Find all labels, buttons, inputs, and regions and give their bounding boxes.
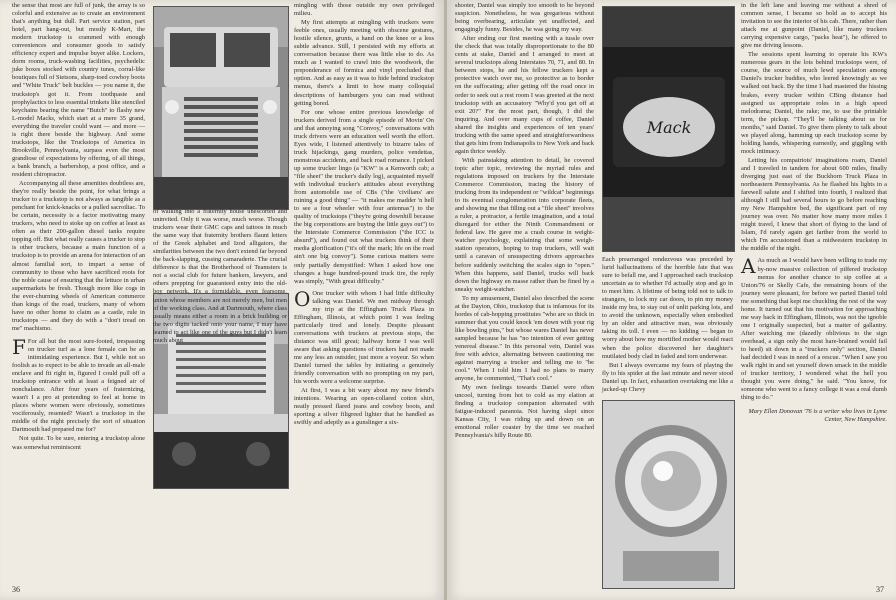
- mack-emblem-illustration: [603, 7, 734, 251]
- paragraph: mingling with those outside my own privileged milieu.: [294, 2, 434, 18]
- left-col-3: [294, 2, 434, 584]
- paragraph: Each prearranged rendezvous was preceded by lurid hallucinations of the horrible fate that was sure to befall me, and I approached each truckstop uncertain as to whether I'd actually stop and go in to meet him. A lifetime of being told not to talk to strangers, to lock my car doors, to pin my money inside my bra, to stay out of unlit parking lots, and to avoid the unknown, especially when embodied by an older and attractive man, was obviously taking its toll. I even — no kidding — began to worry about how my mortified mother would react when the police discovered her daughter's mutilated body clad in faded and torn underwear.: [602, 256, 733, 360]
- paragraph: Not quite. To be sure, entering a truckstop alone was somewhat reminiscent: [12, 435, 145, 451]
- paragraph: The sessions spent learning to operate his KW's numerous gears in the lots behind truckstops were, of course, the source of much lewd speculation among Daniel's trucker buddies, who leered knowingly as we walked out back. By the time I had mastered the hissing brakes, every trucker within CBing distance had assigned us appropriate roles in a high speed melodrama; Daniel, the rake; me, to use the printable term, the pickup. "They'll be talking about us for months," said Daniel. To give them plenty to talk about we played along, hamming up each truckstop scene by holding hands, whispering earnestly, and giggling with mock intimacy.: [741, 51, 887, 155]
- paragraph: With painstaking attention to detail, he covered topic after topic, reviewing the myriad rules and regulations imposed on truckers by the Interstate Commerce Commission, tracing the history of trucking from its independent or "wildcat" beginnings to its eventual conglomeration into corporate fleets, and showing me that filling out a "file sheet" involves a ruler, a protractor, a fertile imagination, and a total disregard for either the Ninth Commandment or federal law. He gave me a crash course in weight-watcher psychology, explaining that some weigh-station operators, hoping to trap truckers, will wait until a caravan of unsuspecting drivers approaches before suddenly switching the scales sign to "open." When this happens, said Daniel, trucks will back down the highway en masse rather than be fined by a sneaky weight-watcher.: [455, 156, 594, 293]
- truck-front-illustration: [154, 7, 288, 209]
- paragraph: in the left lane and leaving me without a shred of common sense, I became so bold as to accept his invitation to see the interior of his cab. There, rather than attack me at gunpoint (Daniel, like many truckers carrying expensive cargo, "packs heat"), he offered to give me driving lessons.: [741, 2, 887, 50]
- hubcap-illustration: [603, 401, 734, 588]
- paragraph: the sense that most are full of junk, the array is so colorful and extensive as to create an environment that's anything but dull. Part service station, part hotel, part hang-out, but mostly K-Mart, the modern truckstop is crammed with enough conveniences and consumer goods to satisfy efficiency expert and impulse buyer alike. Lockers, dorm rooms, truck-washing facilities, psychedelic juke boxes stocked with country tunes, corral-like boutiques full of Stetsons, sharp-toed cowboy boots and "White Truck" belt buckles — you name it, the truckstop's got it. From toothpaste and prophylactics to less essential trinkets like stenciled keychains bearing the name "Butch" to flashy new L-model Macks, which start at a mere 35 grand, everything the traveler could want — and more — is right there beside the highway. And some truckstops, like the Truckstops of America in Brookville, Pennsylvania, surpass even the most grandiose of expectations by offering, of all things, a bank branch, a barbershop, a post office, and a resident chiropractor.: [12, 2, 145, 178]
- paragraph: But I always overcame my fears of playing the fly to his spider at the last minute and never stood Daniel up. In fact, exhaustion overtaking me like a jacked-up Chevy: [602, 361, 733, 393]
- page-number-left: 36: [12, 585, 20, 594]
- right-col-2: [602, 256, 733, 396]
- mack-emblem-photo: [602, 6, 735, 252]
- right-page: [447, 0, 896, 600]
- right-col-3: [741, 2, 887, 584]
- right-col-1: [455, 2, 594, 584]
- hubcap-photo: [602, 400, 735, 589]
- truck-front-photo: [153, 6, 289, 210]
- left-col-1: [12, 2, 145, 578]
- paragraph: Letting his compatriots' imaginations roam, Daniel and I traveled in tandem for about 600 miles, finally diverging just east of the Buckhorn Truck Plaza in northeastern Pennsylvania. As he flashed his lights in a farewell salute and I shifted into fourth, I realized that although I still had several hours to go before reaching my New Hampshire bed, the significant part of my journey was over. No matter how many more miles I might travel, I knew that short of flying to the land of Islam, I'd rarely again get farther from the world to which I'm accustomed than a midwestern truckstop in the middle of the night.: [741, 156, 887, 253]
- paragraph: My first attempts at mingling with truckers were feeble ones, usually meeting with obscene gestures, hostile silence, grunts, a hand on the knee or a less subtle advance. Still, I persisted with my efforts at conversation because there was little else to do. As much as I wanted to crawl into the woodwork, the preponderance of formica and vinyl precluded that option. And as easy as it was to hide behind truckstop menus, there's a limit to how many colloquial descriptions of hamburgers you can read without getting bored.: [294, 19, 434, 107]
- paragraph: O One trucker with whom I had little difficulty talking was Daniel. We met midway through my trip at the Effingham Truck Plaza in Effingham, Illinois, at which point I was feeling particularly tired and lonely. Despite pleasant conversations with truckers at previous stops, the distance was still great; halfway home I was well aware that asking questions of truckers had not made me any less an outsider, just more a voyeur. So when Daniel turned the tables by initiating a genuinely friendly conversation with no prompting on my part, his words were a welcome surprise.: [294, 286, 434, 386]
- paragraph: At first, I was a bit wary about my new friend's intentions. Wearing an open-collared cotton shirt, neatly pressed flared jeans and cowboy boots, and sporting a silver filigreed lighter that he handled as swiftly and adeptly as a gunslinger a six-: [294, 387, 434, 427]
- paragraph: After ending our first meeting with a tussle over the check that was totally disproportionate to the 80 cents at stake, Daniel and I arranged to meet at several truckstops along Interstates 70, 71, and 80. In between stops, he and his fellow truckers kept a protective watch over me, so protective as to border on the suffocating; after getting off the road once in order to seek out a rest room I was greeted at the next truckstop with an accusatory "Why'd you get off at exit 20?" For the most part, though, I did the inquiring. And over many cups of coffee, Daniel shared the insights and experiences of ten years' trucking with the same speed and straightforwardness that gets him from Indianapolis to New York and back again thrice weekly.: [455, 35, 594, 155]
- paragraph: of walking into a fraternity house unescorted and uninvited. Only it was worse, much worse. Though truckers wear their GMC caps and tattoos in much the same way that fraternity brothers flaunt letters of the Greek alphabet and Izod alligators, the similarities between the two don't extend far beyond the back-slapping, cussing camaraderie. The crucial difference is that the Brotherhood of Teamsters is not a social club for future bankers, lawyers, and others prepping for guaranteed entry into the old-boy network. It's a formidable, even fearsome, union whose members are not merely men, but men of the working class. And at Dartmouth, where class usually means either a room in a brick building or the two digits tacked onto your name, I may have learned to act like one of the guys but I didn't learn much about: [153, 208, 287, 344]
- paragraph: For one whose entire previous knowledge of truckers derived from a single episode of Movin' On and that annoying song "Convoy," conversations with truck drivers were an education well worth the effort. Eyes wide, I listened attentively to bizarre tales of truck hijackings, gang murders, police vendettas, monstrous accidents, and back road romance. I picked up some trucker lingo (a "KW" is a Kenworth cab; a "file sheet" the trucker's daily log), acquainted myself with individual trucker's attitudes about everything from automobile use of CBs ("the 'civilians' are ruining a good thing" — "it makes me madder 'n hell to see a four wheeler with four antennas") to the quality of truckstops ("they're going downhill because the big corporations are buying the little guys out") to the Interstate Commerce Commission ("the ICC is absurd"), and found out what truckers think of their media glorification ("it's off the mark; life on the road ain't one big convoy"). Some curious matters were only partially demystified: When I asked how one changes a huge hundred-pound truck tire, the reply was simply, "With great difficulty.": [294, 108, 434, 285]
- page-number-right: 37: [876, 585, 884, 594]
- left-col-2: [153, 208, 287, 344]
- paragraph: shooter, Daniel was simply too smooth to be beyond suspicion. Nonetheless, he was gregarious without being overbearing, articulate yet unaffected, and engagingly funny. Besides, he was going my way.: [455, 2, 594, 34]
- left-page: [0, 0, 445, 600]
- paragraph: To my amusement, Daniel also described the scene at the Dayton, Ohio, truckstop that is infamous for its hordes of cab-hopping prostitutes "who are so thick in summer that you could knock 'em down with your rig like bowling pins," but whose wares Daniel has never sampled because he has "no intention of ever getting venereal disease." In this personal vein, Daniel was free with advice, alternating between cautioning me against marrying a trucker and telling me to "be cool." When I told him I had no plans to marry anyone, he commented, "That's cool.": [455, 294, 594, 383]
- svg-text:Mack: Mack: [646, 118, 692, 137]
- paragraph: F For all but the most sure-footed, trespassing on trucker turf as a lone female can be an intimidating experience. But I, while not so foolish as to expect to be able to invade an all-male enclave and fit right in, figured I could pull off a truckstop entrance with at least a feigned air of nonchalance. After four years of fraternizing, wasn't I a pro at pretending to feel at home in places where women were obviously, sometimes vociferously, resented? Wasn't a truckstop in the middle of the night precisely the sort of situation Dartmouth had prepared me for?: [12, 334, 145, 434]
- author-caption: Mary Ellen Donovan '76 is a writer who lives in Lyme Center, New Hampshire.: [748, 408, 887, 424]
- paragraph: Accompanying all these amenities doubtless are, they're really beside the point, for what brings a trucker to a truckstop is not always as tangible as a penchant for knick-knacks or a pulled sacroiliac. To be certain, necessity is a factor motivating many truckers, who need to stoke up on coffee at least as often as their 200-gallon diesel tanks require topping off. But what really causes a trucker to stop is other truckers, because a main function of a truckstop is to provide an arena for interaction of an almost familial sort, to impart a sense of community to those who have sacrificed roots for the noble cause of ensuring that the lettuce in urban supermarkets be fresh. Though more like cogs in the ever-churning wheels of American commerce than kings of the road, truckers, many of whom have no other home to claim as a castle, rule in truckstops — and they do with a "don't tread on me" machismo.: [12, 180, 145, 332]
- paragraph: My own feelings towards Daniel were often uncool, turning from hot to cold as my elation at finding a truckstop companion alternated with fatigue-induced paranoia. Not having slept since Kansas City, I was riding up and down on an emotional roller coaster by the time we reached Pennsylvania's hilly Route 80.: [455, 384, 594, 440]
- paragraph: A As much as I would have been willing to trade my by-now massive collection of pilfered truckstop menus for another chance to sip coffee at a Union/76 or Skelly Cafe, the remaining hours of the journey were pleasant, for before we parted Daniel told me something that kept me chuckling the rest of the way home. It turned out that his motivation for approaching me way back in Effingham, Illinois, was not the ignoble one I originally suspected, but a matter of gallantry. After watching me (dazedly oblivious to the sign overhead, a sign only the most hare-brained would fail to heed) sit down in a "truckers only" section, Daniel had decided I was in need of a rescue. "When I saw you walk right in and set yourself down smack in the middle of trucker territory, I wondered what the hell you thought you were doing," he said. "You know, for someone who went to a fancy college it was a real dumb thing to do.": [741, 254, 887, 402]
